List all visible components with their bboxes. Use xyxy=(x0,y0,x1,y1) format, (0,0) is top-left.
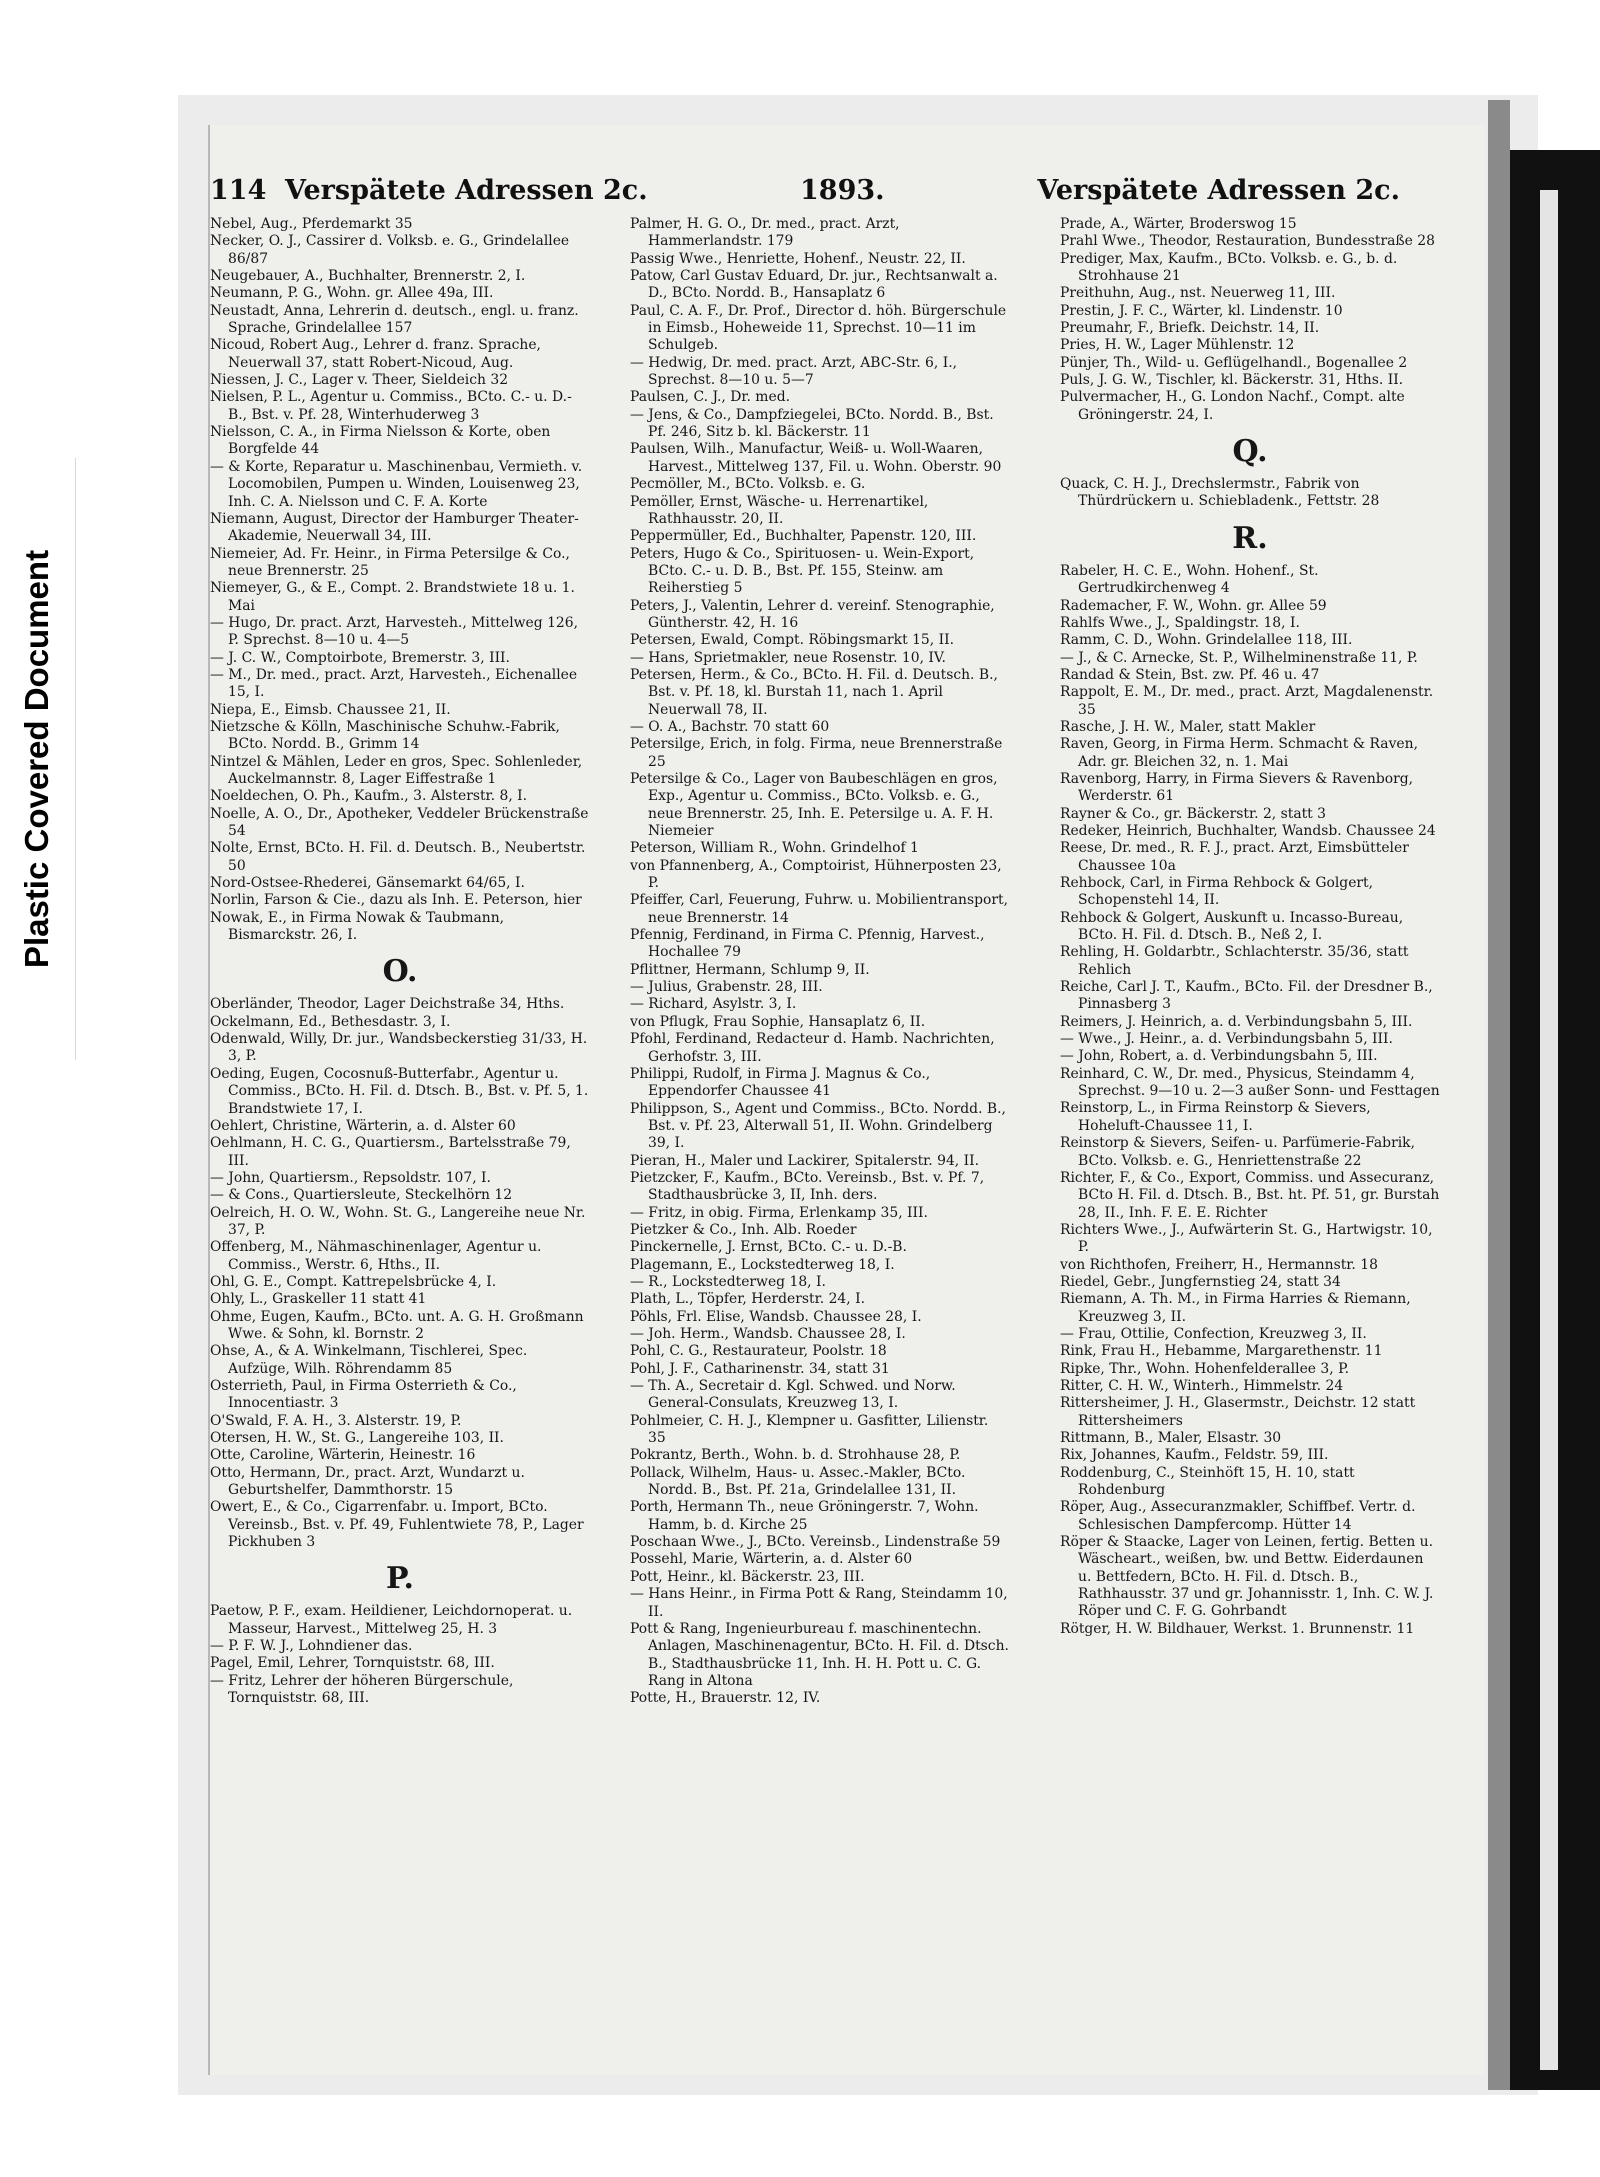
directory-entry: Pokrantz, Berth., Wohn. b. d. Strohhause 28, P. xyxy=(630,1447,961,1464)
directory-entry: — Fritz, in obig. Firma, Erlenkamp 35, III. xyxy=(630,1204,928,1221)
directory-entry: Ramm, C. D., Wohn. Grindelallee 118, III. xyxy=(1060,632,1353,649)
directory-entry: Rehbock & Golgert, Auskunft u. Incasso-Bureau, BCto. H. Fil. d. Dtsch. B., Neß 2, I. xyxy=(1060,909,1404,944)
directory-entry: Norlin, Farson & Cie., dazu als Inh. E. Peterson, hier xyxy=(210,892,582,909)
directory-entry: Pfennig, Ferdinand, in Firma C. Pfennig, Harvest., Hochallee 79 xyxy=(630,927,985,961)
directory-entry: Oelreich, H. O. W., Wohn. St. G., Langereihe neue Nr. 37, P. xyxy=(210,1204,586,1238)
page-number: 114 xyxy=(210,175,267,206)
directory-entry: Owert, E., & Co., Cigarrenfabr. u. Import, BCto. Vereinsb., Bst. v. Pf. 49, Fuhlentwiete 78, P., Lager Pickhuben 3 xyxy=(210,1499,584,1551)
directory-entry: Ockelmann, Ed., Bethesdastr. 3, I. xyxy=(210,1013,451,1030)
directory-entry: Rittmann, B., Maler, Elsastr. 30 xyxy=(1060,1430,1282,1446)
directory-entry: Philippson, S., Agent und Commiss., BCto. Nordd. B., Bst. v. Pf. 23, Alterwall 51, II. Wohn. Grindelberg 39, I. xyxy=(630,1100,1006,1152)
directory-entry: — Fritz, Lehrer der höheren Bürgerschule, Tornquiststr. 68, III. xyxy=(210,1672,514,1707)
directory-entry: Nolte, Ernst, BCto. H. Fil. d. Deutsch. B., Neubertstr. 50 xyxy=(210,840,586,874)
directory-entry: — Wwe., J. Heinr., a. d. Verbindungsbahn 5, III. xyxy=(1060,1031,1393,1048)
directory-entry: Röper & Staacke, Lager von Leinen, fertig. Betten u. Wäscheart., weißen, bw. und Bettw. Eiderdaunen u. Bettfedern, BCto. H. Fil. d. Dtsch. B., Rathhausstr. 37 und gr. Johannisstr. 1, Inh. C. W. J. Röper und C. F. G. Gohrbandt xyxy=(1060,1534,1434,1620)
directory-entry: Randad & Stein, Bst. zw. Pf. 46 u. 47 xyxy=(1060,666,1320,683)
directory-entry: Nebel, Aug., Pferdemarkt 35 xyxy=(210,216,413,232)
directory-entry: Pieran, H., Maler und Lackirer, Spitalerstr. 94, II. xyxy=(630,1152,980,1169)
directory-entry: Prestin, J. F. C., Wärter, kl. Lindenstr. 10 xyxy=(1060,302,1343,319)
directory-entry: — Jens, & Co., Dampfziegelei, BCto. Nordd. B., Bst. Pf. 246, Sitz b. kl. Bäckerstr. 11 xyxy=(630,406,994,441)
directory-entry: — P. F. W. J., Lohndiener das. xyxy=(210,1638,413,1655)
directory-entry: Philippi, Rudolf, in Firma J. Magnus & Co., Eppendorfer Chaussee 41 xyxy=(630,1065,931,1100)
directory-entry: Redeker, Heinrich, Buchhalter, Wandsb. Chaussee 24 xyxy=(1060,822,1436,839)
directory-entry: Noelle, A. O., Dr., Apotheker, Veddeler Brückenstraße 54 xyxy=(210,805,589,840)
directory-entry: Paetow, P. F., exam. Heildiener, Leichdornoperat. u. Masseur, Harvest., Mittelweg 25, H. 3 xyxy=(210,1603,573,1637)
directory-entry: Petersen, Herm., & Co., BCto. H. Fil. d. Deutsch. B., Bst. v. Pf. 18, kl. Burstah 11, nach 1. April Neuerwall 78, II. xyxy=(630,666,998,718)
directory-entry: Pries, H. W., Lager Mühlenstr. 12 xyxy=(1060,337,1295,354)
directory-entry: — Th. A., Secretair d. Kgl. Schwed. und Norw. General-Consulats, Kreuzweg 13, I. xyxy=(630,1378,956,1412)
directory-entry: Pott & Rang, Ingenieurbureau f. maschinentechn. Anlagen, Maschinenagentur, BCto. H. Fil. d. Dtsch. B., Stadthausbrücke 11, Inh. H. H. Pott u. C. G. Rang in Altona xyxy=(630,1620,1009,1689)
directory-entry: Pohl, C. G., Restaurateur, Poolstr. 18 xyxy=(630,1343,887,1360)
directory-entry: — J., & C. Arnecke, St. P., Wilhelminenstraße 11, P. xyxy=(1060,649,1418,666)
directory-entry: Prediger, Max, Kaufm., BCto. Volksb. e. G., b. d. Strohhause 21 xyxy=(1060,250,1398,285)
directory-entry: Preumahr, F., Briefk. Deichstr. 14, II. xyxy=(1060,320,1320,337)
directory-entry: Oeding, Eugen, Cocosnuß-Butterfabr., Agentur u. Commiss., BCto. H. Fil. d. Dtsch. B., Bst. v. Pf. 5, 1. Brandstwiete 17, I. xyxy=(210,1065,589,1117)
directory-entry: Neustadt, Anna, Lehrerin d. deutsch., engl. u. franz. Sprache, Grindelallee 157 xyxy=(210,302,579,337)
directory-entry: Pollack, Wilhelm, Haus- u. Assec.-Makler, BCto. Nordd. B., Bst. Pf. 21a, Grindelallee 131, II. xyxy=(630,1464,966,1499)
directory-entry: Petersilge & Co., Lager von Baubeschlägen en gros, Exp., Agentur u. Commiss., BCto. Volksb. e. G., neue Brennerstr. 25, Inh. E. Petersilge u. A. F. H. Niemeier xyxy=(630,771,998,840)
directory-entry: Reinstorp & Sievers, Seifen- u. Parfümerie-Fabrik, BCto. Volksb. e. G., Henriettenstraße 22 xyxy=(1060,1135,1415,1169)
directory-entry: Paulsen, C. J., Dr. med. xyxy=(630,389,790,406)
directory-entry: von Richthofen, Freiherr, H., Hermannstr. 18 xyxy=(1060,1256,1378,1273)
directory-entry: Pemöller, Ernst, Wäsche- u. Herrenartikel, Rathhausstr. 20, II. xyxy=(630,493,929,527)
directory-entry: Paul, C. A. F., Dr. Prof., Director d. höh. Bürgerschule in Eimsb., Hoheweide 11, Sprechst. 10—11 im Schulgeb. xyxy=(630,302,1007,354)
directory-entry: Pohl, J. F., Catharinenstr. 34, statt 31 xyxy=(630,1360,890,1377)
directory-entry: Röper, Aug., Assecuranzmakler, Schiffbef. Vertr. d. Schlesischen Dampfercomp. Hütter 14 xyxy=(1060,1499,1416,1533)
directory-entry: Ohly, L., Graskeller 11 statt 41 xyxy=(210,1291,427,1308)
directory-entry: — & Korte, Reparatur u. Maschinenbau, Vermieth. v. Locomobilen, Pumpen u. Winden, Louisenweg 23, Inh. C. A. Nielsson und C. F. A. Korte xyxy=(210,458,583,510)
directory-entry: Nord-Ostsee-Rhederei, Gänsemarkt 64/65, I. xyxy=(210,875,525,892)
directory-entry: Peppermüller, Ed., Buchhalter, Papenstr. 120, III. xyxy=(630,528,977,545)
directory-entry: Prahl Wwe., Theodor, Restauration, Bundesstraße 28 xyxy=(1060,233,1435,250)
directory-entry: Ravenborg, Harry, in Firma Sievers & Ravenborg, Werderstr. 61 xyxy=(1060,770,1414,805)
directory-entry: — O. A., Bachstr. 70 statt 60 xyxy=(630,718,830,735)
directory-entry: Osterrieth, Paul, in Firma Osterrieth & Co., Innocentiastr. 3 xyxy=(210,1378,517,1412)
directory-entry: Riemann, A. Th. M., in Firma Harries & Riemann, Kreuzweg 3, II. xyxy=(1060,1291,1411,1325)
directory-entry: Rabeler, H. C. E., Wohn. Hohenf., St. Gertrudkirchenweg 4 xyxy=(1060,562,1319,597)
directory-entry: Necker, O. J., Cassirer d. Volksb. e. G., Grindelallee 86/87 xyxy=(210,233,570,267)
directory-entry: Nielsen, P. L., Agentur u. Commiss., BCto. C.- u. D.-B., Bst. v. Pf. 28, Winterhuderweg 3 xyxy=(210,389,572,423)
directory-entry: — Hans, Sprietmakler, neue Rosenstr. 10, IV. xyxy=(630,649,946,666)
directory-entry: Reiche, Carl J. T., Kaufm., BCto. Fil. der Dresdner B., Pinnasberg 3 xyxy=(1060,979,1433,1013)
directory-entry: Rink, Frau H., Hebamme, Margarethenstr. 11 xyxy=(1060,1343,1383,1360)
directory-entry: Prade, A., Wärter, Broderswog 15 xyxy=(1060,216,1297,232)
directory-entry: Rayner & Co., gr. Bäckerstr. 2, statt 3 xyxy=(1060,805,1327,822)
directory-entry: Niemeyer, G., & E., Compt. 2. Brandstwiete 18 u. 1. Mai xyxy=(210,580,575,614)
directory-entry: Pinckernelle, J. Ernst, BCto. C.- u. D.-B. xyxy=(630,1239,907,1256)
column-3 xyxy=(1060,216,1440,2046)
directory-entry: Niessen, J. C., Lager v. Theer, Sieldeich 32 xyxy=(210,372,509,389)
letter-heading: Q. xyxy=(1232,434,1268,470)
directory-entry: Peters, Hugo & Co., Spirituosen- u. Wein-Export, BCto. C.- u. D. B., Bst. Pf. 155, Steinw. am Reiherstieg 5 xyxy=(630,545,975,597)
directory-entry: Pflittner, Hermann, Schlump 9, II. xyxy=(630,961,870,978)
directory-entry: Rehbock, Carl, in Firma Rehbock & Golgert, Schopenstehl 14, II. xyxy=(1060,875,1374,909)
directory-entry: Niemeier, Ad. Fr. Heinr., in Firma Petersilge & Co., neue Brennerstr. 25 xyxy=(210,545,570,579)
directory-entry: Nintzel & Mählen, Leder en gros, Spec. Sohlenleder, Auckelmannstr. 8, Lager Eiffestraße 1 xyxy=(210,753,583,787)
directory-entry: Roddenburg, C., Steinhöft 15, H. 10, statt Rohdenburg xyxy=(1060,1464,1355,1499)
directory-entry: Peters, J., Valentin, Lehrer d. vereinf. Stenographie, Güntherstr. 42, H. 16 xyxy=(630,597,995,631)
directory-entry: Potte, H., Brauerstr. 12, IV. xyxy=(630,1690,821,1707)
directory-entry: Patow, Carl Gustav Eduard, Dr. jur., Rechtsanwalt a. D., BCto. Nordd. B., Hansaplatz 6 xyxy=(630,268,998,302)
directory-entry: Ohl, G. E., Compt. Kattrepelsbrücke 4, I. xyxy=(210,1273,497,1290)
directory-entry: Odenwald, Willy, Dr. jur., Wandsbeckerstieg 31/33, H. 3, P. xyxy=(210,1031,588,1065)
column-1 xyxy=(210,216,590,2046)
directory-entry: Nowak, E., in Firma Nowak & Taubmann, Bismarckstr. 26, I. xyxy=(210,909,505,944)
directory-entry: Nietzsche & Kölln, Maschinische Schuhw.-Fabrik, BCto. Nordd. B., Grimm 14 xyxy=(210,718,560,753)
directory-entry: Rittersheimer, J. H., Glasermstr., Deichstr. 12 statt Rittersheimers xyxy=(1060,1395,1416,1429)
directory-entry: Oehlert, Christine, Wärterin, a. d. Alster 60 xyxy=(210,1117,516,1134)
directory-entry: Pfohl, Ferdinand, Redacteur d. Hamb. Nachrichten, Gerhofstr. 3, III. xyxy=(630,1031,995,1065)
directory-entry: Rademacher, F. W., Wohn. gr. Allee 59 xyxy=(1060,597,1327,614)
directory-entry: Otto, Hermann, Dr., pract. Arzt, Wundarzt u. Geburtshelfer, Dammthorstr. 15 xyxy=(210,1464,525,1499)
directory-entry: Otte, Caroline, Wärterin, Heinestr. 16 xyxy=(210,1447,476,1464)
directory-entry: — Richard, Asylstr. 3, I. xyxy=(630,996,797,1013)
directory-entry: Niepa, E., Eimsb. Chaussee 21, II. xyxy=(210,701,451,718)
directory-entry: — John, Robert, a. d. Verbindungsbahn 5, III. xyxy=(1060,1048,1378,1065)
directory-entry: Pöhls, Frl. Elise, Wandsb. Chaussee 28, I. xyxy=(630,1308,922,1325)
directory-entry: — Frau, Ottilie, Confection, Kreuzweg 3, II. xyxy=(1060,1325,1367,1342)
directory-entry: Nielsson, C. A., in Firma Nielsson & Korte, oben Borgfelde 44 xyxy=(210,424,551,458)
directory-entry: Poschaan Wwe., J., BCto. Vereinsb., Lindenstraße 59 xyxy=(630,1534,1001,1551)
directory-entry: Riedel, Gebr., Jungfernstieg 24, statt 34 xyxy=(1060,1273,1341,1290)
directory-entry: von Pfannenberg, A., Comptoirist, Hühnerposten 23, P. xyxy=(630,857,1002,892)
directory-entry: Reimers, J. Heinrich, a. d. Verbindungsbahn 5, III. xyxy=(1060,1013,1413,1030)
letter-heading: O. xyxy=(382,954,418,990)
directory-entry: von Pflugk, Frau Sophie, Hansaplatz 6, II. xyxy=(630,1013,926,1030)
directory-entry: Passig Wwe., Henriette, Hohenf., Neustr. 22, II. xyxy=(630,250,966,267)
directory-entry: Petersen, Ewald, Compt. Röbingsmarkt 15, II. xyxy=(630,632,954,649)
directory-entry: Paulsen, Wilh., Manufactur, Weiß- u. Woll-Waaren, Harvest., Mittelweg 137, Fil. u. Wohn. Oberstr. 90 xyxy=(630,441,1002,475)
directory-entry: Ritter, C. H. W., Winterh., Himmelstr. 24 xyxy=(1060,1377,1344,1394)
directory-entry: Rahlfs Wwe., J., Spaldingstr. 18, I. xyxy=(1060,614,1300,631)
directory-entry: Pecmöller, M., BCto. Volksb. e. G. xyxy=(630,476,866,493)
directory-entry: Plath, L., Töpfer, Herderstr. 24, I. xyxy=(630,1291,865,1308)
directory-entry: Ohse, A., & A. Winkelmann, Tischlerei, Spec. Aufzüge, Wilh. Röhrendamm 85 xyxy=(210,1343,528,1377)
directory-entry: Palmer, H. G. O., Dr. med., pract. Arzt, Hammerlandstr. 179 xyxy=(630,216,900,250)
directory-entry: Neugebauer, A., Buchhalter, Brennerstr. 2, I. xyxy=(210,268,526,285)
directory-entry: Pott, Heinr., kl. Bäckerstr. 23, III. xyxy=(630,1568,865,1585)
directory-entry: — J. C. W., Comptoirbote, Bremerstr. 3, III. xyxy=(210,649,510,666)
directory-entry: Reinhard, C. W., Dr. med., Physicus, Steindamm 4, Sprechst. 9—10 u. 2—3 außer Sonn- und Festtagen xyxy=(1060,1065,1440,1100)
letter-heading: R. xyxy=(1232,520,1268,556)
binding-shadow xyxy=(1488,100,1510,2090)
directory-entry: Neumann, P. G., Wohn. gr. Allee 49a, III. xyxy=(210,285,494,302)
directory-entry: Richter, F., & Co., Export, Commiss. und Assecuranz, BCto H. Fil. d. Dtsch. B., Bst. ht. Pf. 51, gr. Burstah 28, II., Inh. F. E. E. Richter xyxy=(1060,1169,1440,1221)
directory-entry: O'Swald, F. A. H., 3. Alsterstr. 19, P. xyxy=(210,1412,462,1429)
directory-entry: — Hugo, Dr. pract. Arzt, Harvesteh., Mittelweg 126, P. Sprechst. 8—10 u. 4—5 xyxy=(210,614,579,649)
directory-entry: Pünjer, Th., Wild- u. Geflügelhandl., Bogenallee 2 xyxy=(1060,354,1408,371)
directory-entry: Pagel, Emil, Lehrer, Tornquiststr. 68, III. xyxy=(210,1655,495,1672)
directory-entry: — & Cons., Quartiersleute, Steckelhörn 12 xyxy=(210,1187,513,1204)
directory-entry: Possehl, Marie, Wärterin, a. d. Alster 60 xyxy=(630,1551,913,1568)
directory-entry: — Joh. Herm., Wandsb. Chaussee 28, I. xyxy=(630,1326,906,1342)
directory-entry: Reese, Dr. med., R. F. J., pract. Arzt, Eimsbütteler Chaussee 10a xyxy=(1060,840,1409,874)
page-edge-strip xyxy=(1540,190,1558,2070)
directory-entry: Rix, Johannes, Kaufm., Feldstr. 59, III. xyxy=(1060,1447,1329,1464)
directory-entry: — M., Dr. med., pract. Arzt, Harvesteh., Eichenallee 15, I. xyxy=(210,666,578,701)
directory-entry: — Hans Heinr., in Firma Pott & Rang, Steindamm 10, II. xyxy=(630,1586,1008,1620)
directory-entry: Pietzker & Co., Inh. Alb. Roeder xyxy=(630,1221,857,1238)
directory-entry: Noeldechen, O. Ph., Kaufm., 3. Alsterstr. 8, I. xyxy=(210,788,528,805)
directory-entry: Plagemann, E., Lockstedterweg 18, I. xyxy=(630,1256,895,1273)
directory-entry: Rehling, H. Goldarbtr., Schlachterstr. 35/36, statt Rehlich xyxy=(1060,944,1409,978)
directory-entry: Preithuhn, Aug., nst. Neuerweg 11, III. xyxy=(1060,285,1336,302)
directory-entry: Oberländer, Theodor, Lager Deichstraße 34, Hths. xyxy=(210,996,565,1013)
page-header xyxy=(210,175,1400,215)
directory-entry: Ohme, Eugen, Kaufm., BCto. unt. A. G. H. Großmann Wwe. & Sohn, kl. Bornstr. 2 xyxy=(210,1308,584,1342)
directory-entry: — R., Lockstedterweg 18, I. xyxy=(630,1273,826,1290)
directory-entry: — Hedwig, Dr. med. pract. Arzt, ABC-Str. 6, I., Sprechst. 8—10 u. 5—7 xyxy=(630,354,958,389)
column-2 xyxy=(630,216,1010,2046)
side-label: Plastic Covered Document xyxy=(18,549,55,969)
letter-heading: P. xyxy=(385,1561,415,1597)
directory-entry: Puls, J. G. W., Tischler, kl. Bäckerstr. 31, Hths. II. xyxy=(1060,372,1404,389)
directory-entry: — John, Quartiersm., Repsoldstr. 107, I. xyxy=(210,1169,491,1186)
directory-entry: Nicoud, Robert Aug., Lehrer d. franz. Sprache, Neuerwall 37, statt Robert-Nicoud, Aug. xyxy=(210,337,541,371)
directory-entry: Pulvermacher, H., G. London Nachf., Compt. alte Gröningerstr. 24, I. xyxy=(1060,389,1405,423)
directory-entry: Otersen, H. W., St. G., Langereihe 103, II. xyxy=(210,1430,504,1447)
directory-entry: Richters Wwe., J., Aufwärterin St. G., Hartwigstr. 10, P. xyxy=(1060,1221,1433,1256)
directory-entry: Reinstorp, L., in Firma Reinstorp & Sievers, Hoheluft-Chaussee 11, I. xyxy=(1060,1100,1371,1134)
directory-entry: Peterson, William R., Wohn. Grindelhof 1 xyxy=(630,840,919,857)
left-running-title: Verspätete Adressen 2c. xyxy=(285,175,648,206)
directory-entry: Quack, C. H. J., Drechslermstr., Fabrik von Thürdrückern u. Schiebladenk., Fettstr. 28 xyxy=(1060,476,1380,510)
directory-entry: Oehlmann, H. C. G., Quartiersm., Bartelsstraße 79, III. xyxy=(210,1135,571,1169)
directory-entry: Rappolt, E. M., Dr. med., pract. Arzt, Magdalenenstr. 35 xyxy=(1060,684,1434,718)
directory-entry: Raven, Georg, in Firma Herm. Schmacht & Raven, Adr. gr. Bleichen 32, n. 1. Mai xyxy=(1060,736,1419,770)
directory-entry: Rötger, H. W. Bildhauer, Werkst. 1. Brunnenstr. 11 xyxy=(1060,1620,1415,1637)
year: 1893. xyxy=(800,175,885,206)
directory-entry: Pfeiffer, Carl, Feuerung, Fuhrw. u. Mobilientransport, neue Brennerstr. 14 xyxy=(630,892,1008,926)
directory-entry: Petersilge, Erich, in folg. Firma, neue Brennerstraße 25 xyxy=(630,736,1003,770)
directory-entry: Rasche, J. H. W., Maler, statt Makler xyxy=(1060,718,1316,735)
directory-entry: Ripke, Thr., Wohn. Hohenfelderallee 3, P. xyxy=(1060,1360,1350,1377)
directory-entry: Porth, Hermann Th., neue Gröningerstr. 7, Wohn. Hamm, b. d. Kirche 25 xyxy=(630,1499,979,1533)
directory-entry: Pietzcker, F., Kaufm., BCto. Vereinsb., Bst. v. Pf. 7, Stadthausbrücke 3, II, Inh. ders. xyxy=(630,1169,985,1204)
directory-entry: Niemann, August, Director der Hamburger Theater-Akademie, Neuerwall 34, III. xyxy=(210,510,579,545)
right-running-title: Verspätete Adressen 2c. xyxy=(1037,175,1400,206)
directory-entry: Pohlmeier, C. H. J., Klempner u. Gasfitter, Lilienstr. 35 xyxy=(630,1412,989,1447)
directory-entry: Offenberg, M., Nähmaschinenlager, Agentur u. Commiss., Werstr. 6, Hths., II. xyxy=(210,1239,542,1273)
directory-entry: — Julius, Grabenstr. 28, III. xyxy=(630,979,823,996)
